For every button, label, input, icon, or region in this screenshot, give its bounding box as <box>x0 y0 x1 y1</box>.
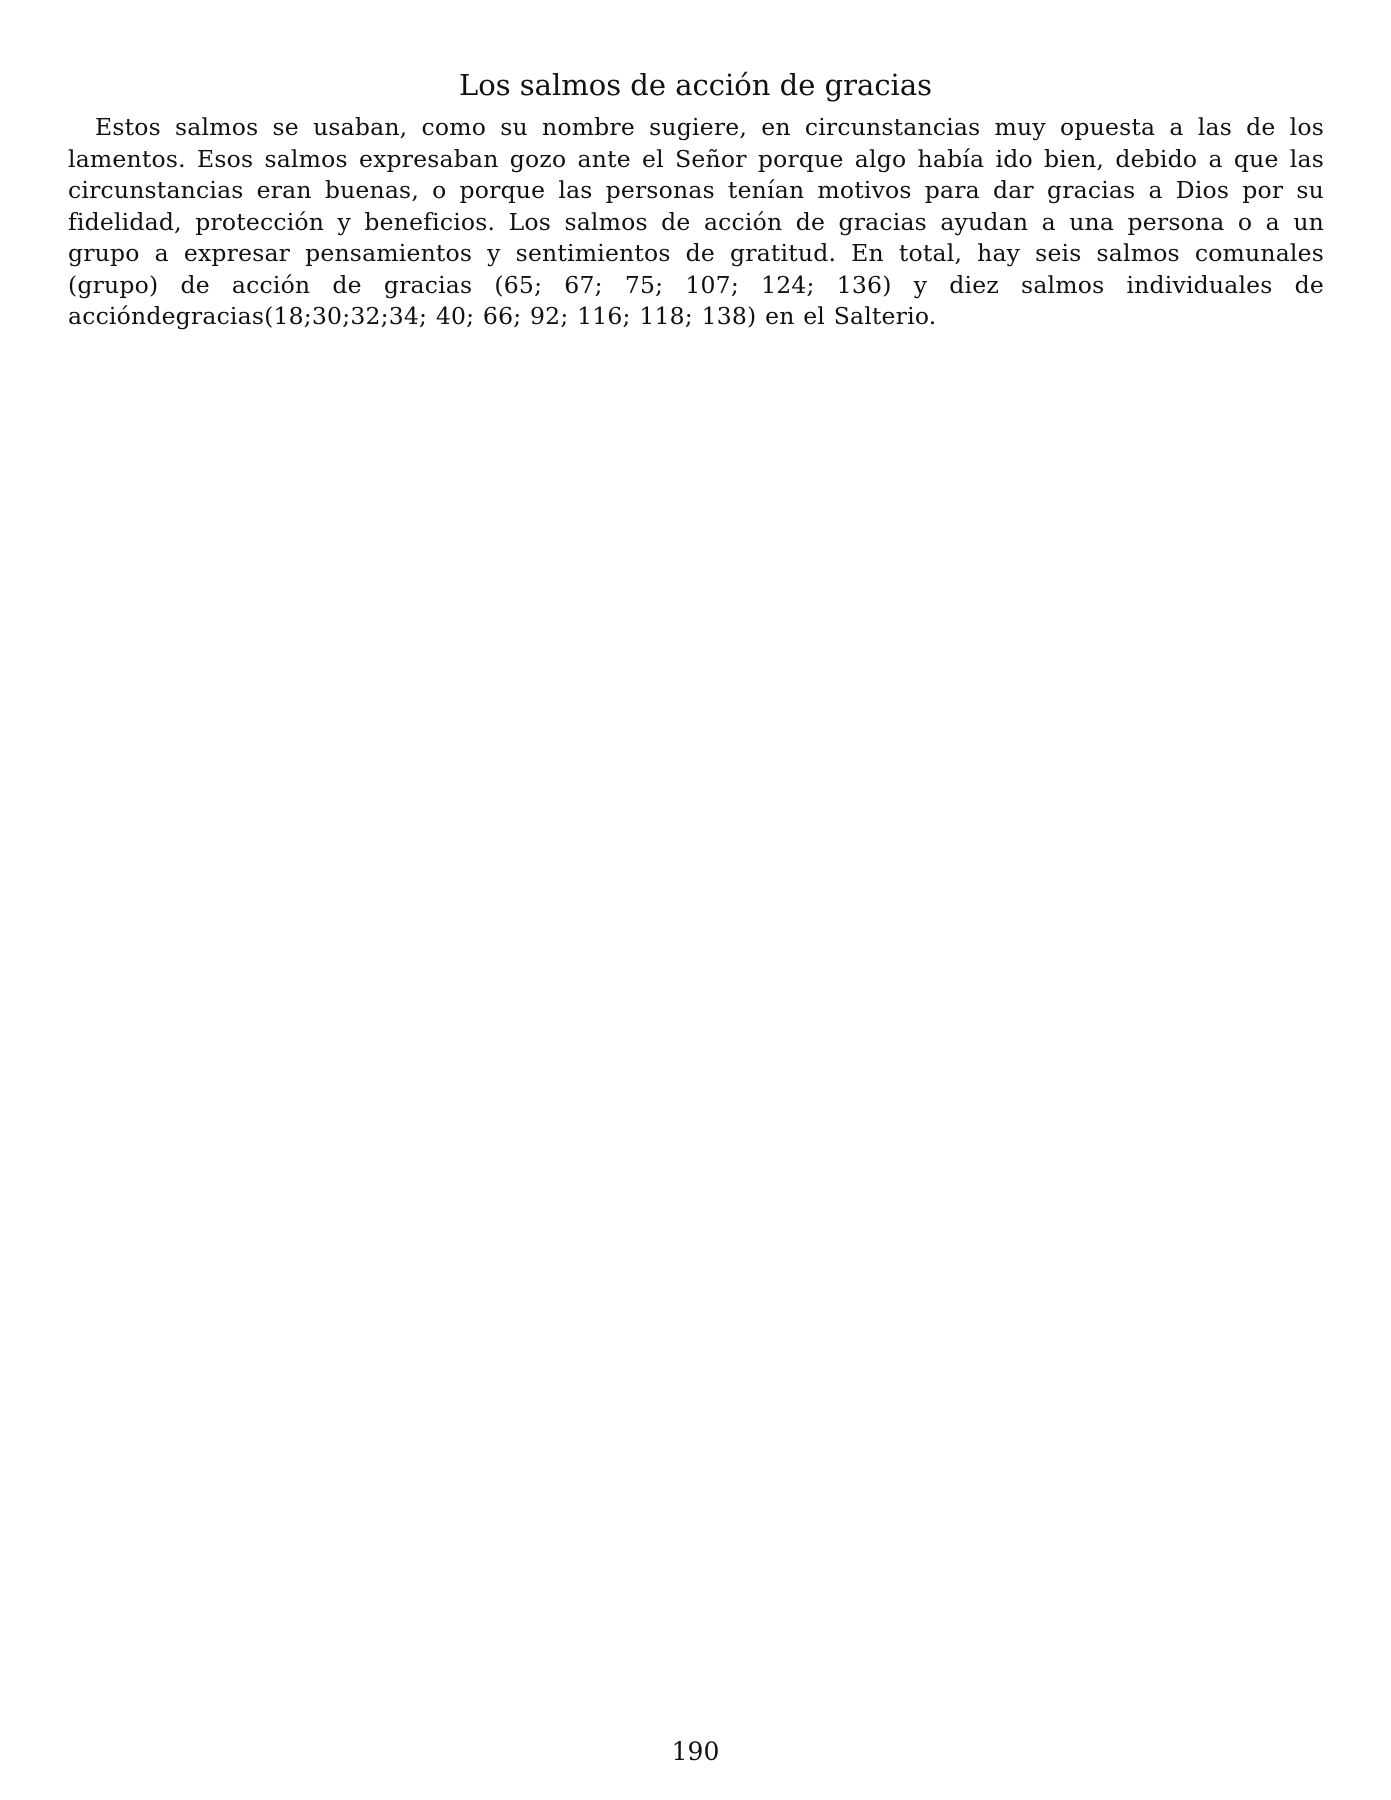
section-heading: Los salmos de acción de gracias <box>458 68 933 102</box>
body-paragraph: Estos salmos se usaban, como su nombre sugiere, en circunstancias muy opuesta a las de los lamentos. Esos salmos expresaban gozo ante el Señor porque algo había ido bien, debido a que las circunstancias eran buenas, o porque las personas tenían motivos para dar gracias a Dios por su fidelidad, protección y beneficios. Los salmos de acción de gracias ayudan a una persona o a un grupo a expresar pensamientos y sentimientos de gratitud. En total, hay seis salmos comunales (grupo) de acción de gracias (65; 67; 75; 107; 124; 136) y diez salmos individuales de accióndegracias(18;30;32;34; 40; 66; 92; 116; 118; 138) en el Salterio. <box>68 113 1324 330</box>
page-number: 190 <box>671 1737 720 1766</box>
